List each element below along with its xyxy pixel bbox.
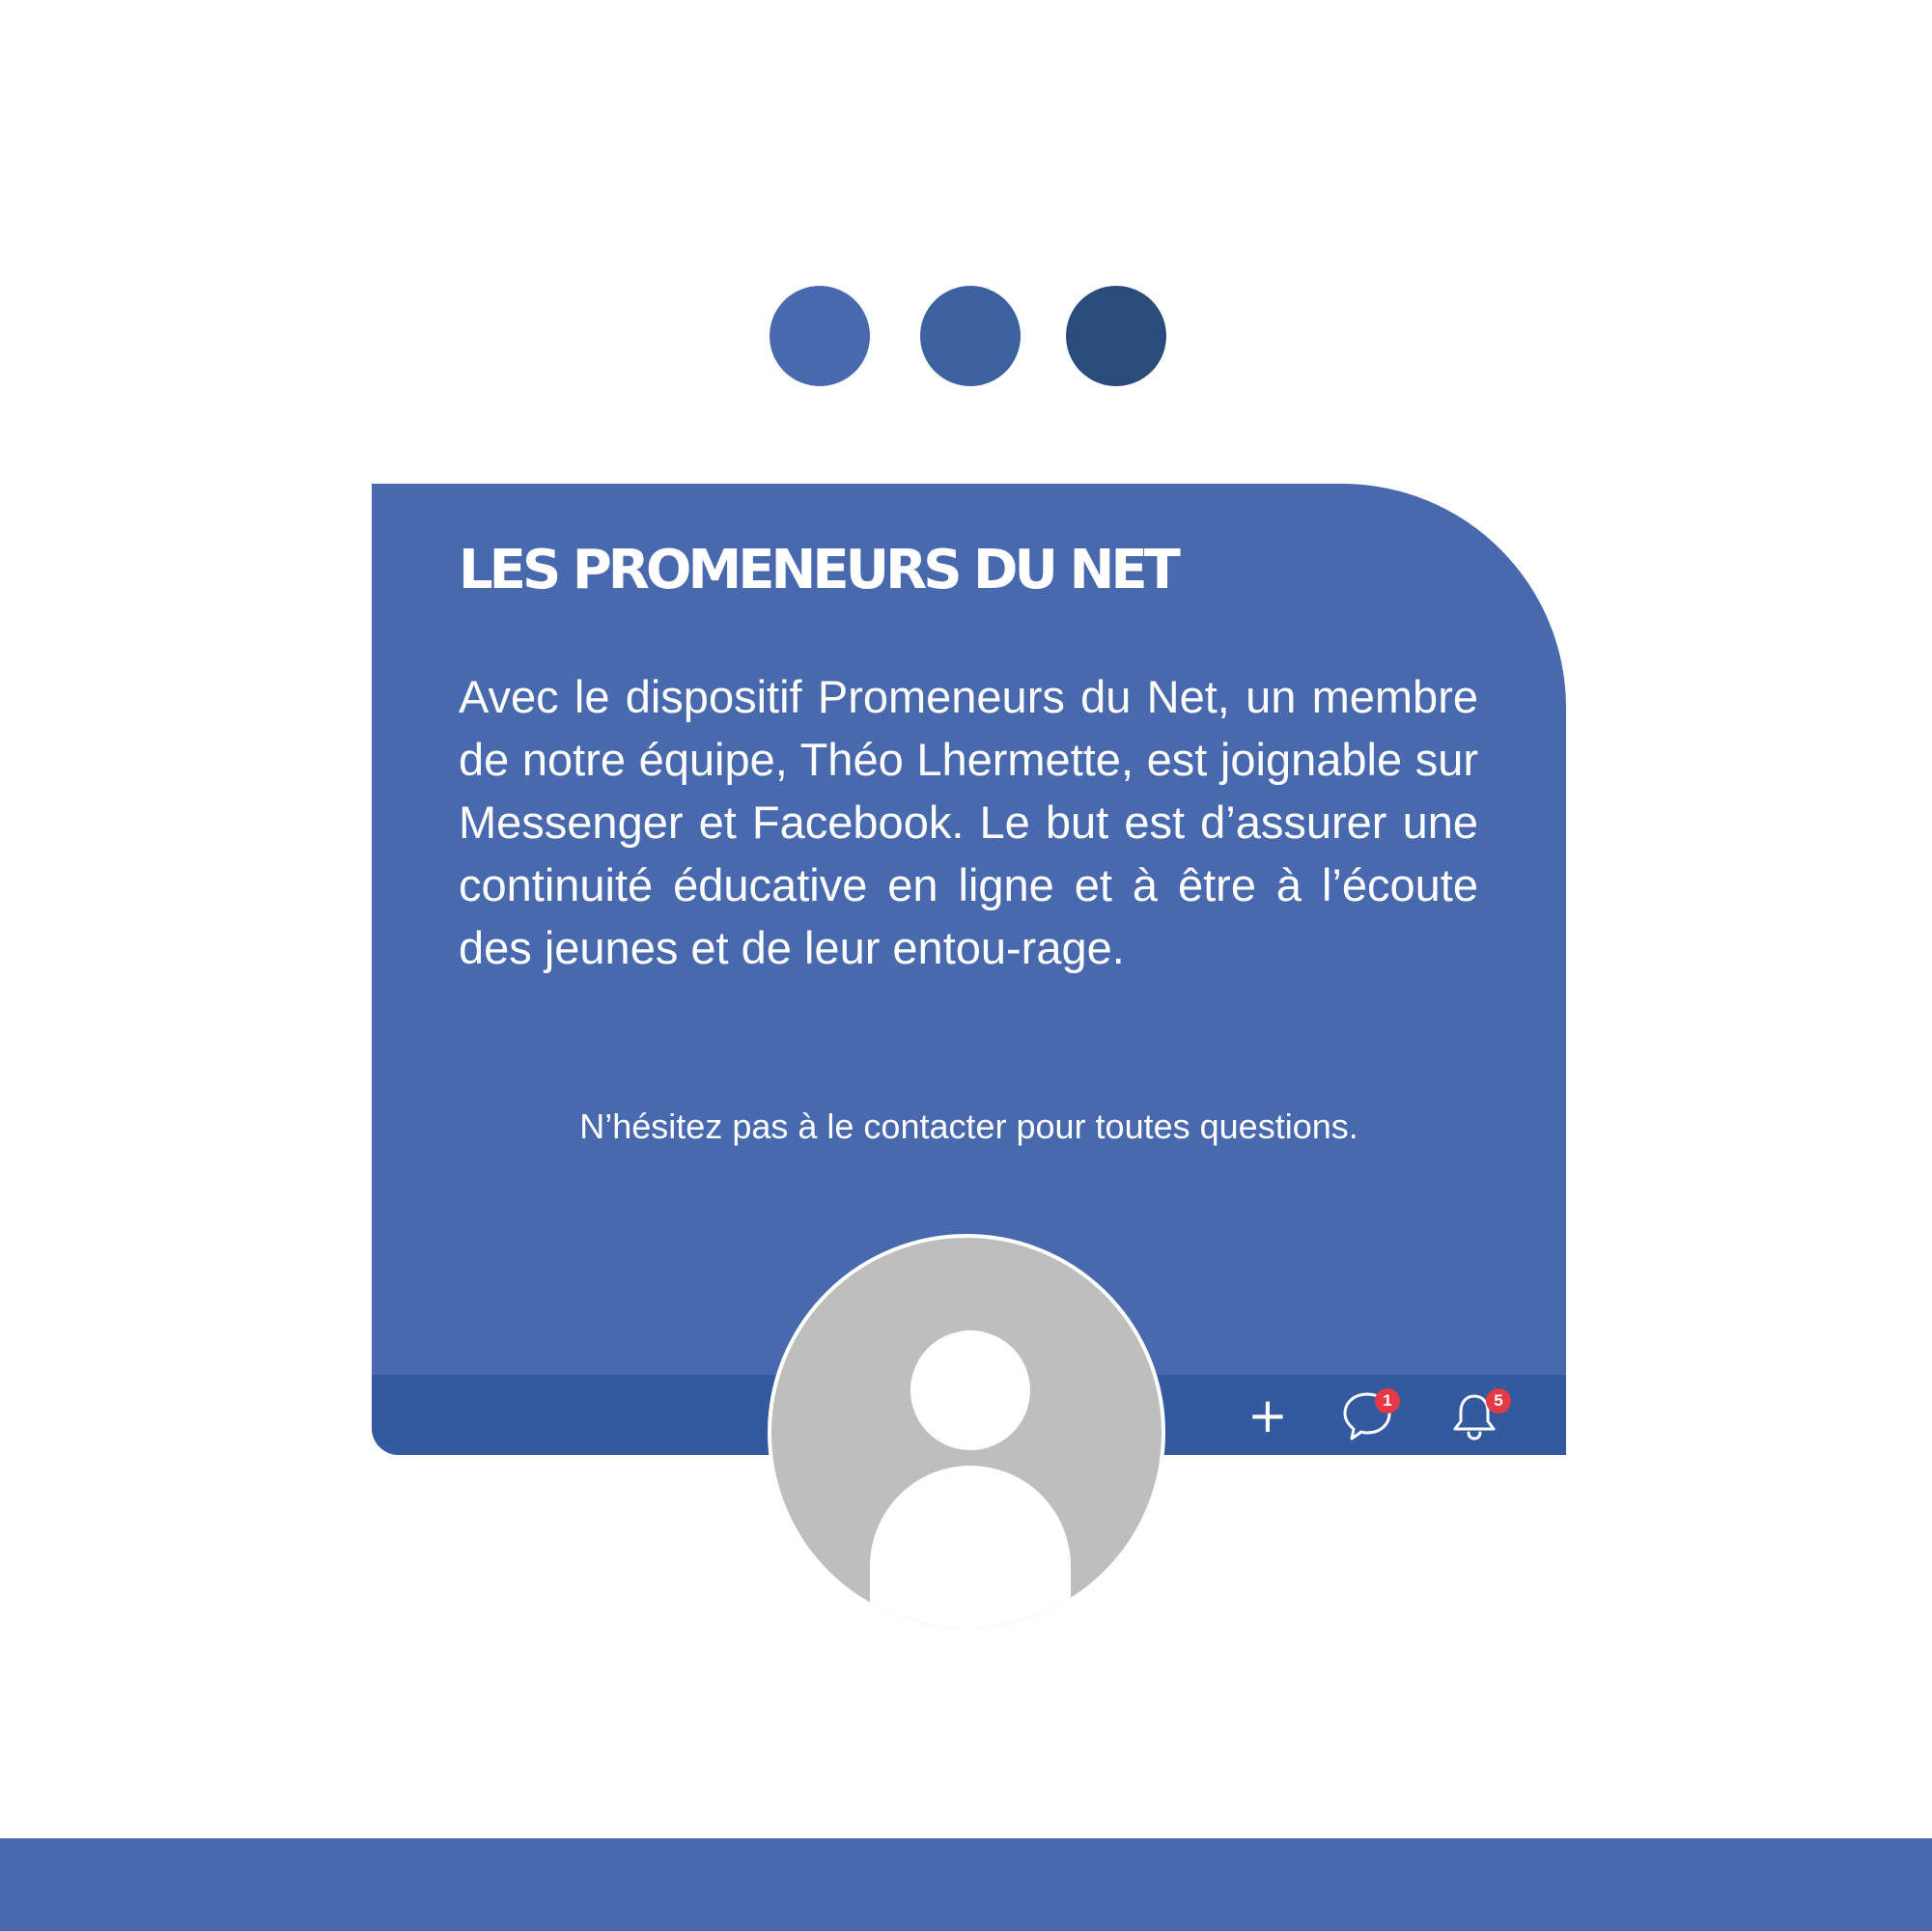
avatar-body-shape xyxy=(870,1466,1071,1632)
messages-button[interactable] xyxy=(1336,1375,1398,1455)
header-dot-2 xyxy=(920,286,1021,386)
notifications-button[interactable] xyxy=(1443,1375,1505,1455)
header-dot-1 xyxy=(770,286,870,386)
bottom-band xyxy=(0,1838,1932,1931)
avatar xyxy=(768,1234,1165,1632)
header-dot-3 xyxy=(1066,286,1166,386)
card-title: LES PROMENEURS DU NET xyxy=(459,539,1177,602)
card-body-text: Avec le dispositif Promeneurs du Net, un membre de notre équipe, Théo Lhermette, est joignable sur Messenger et Facebook. Le but est d’assurer une continuité éducative en ligne et à être à l’écoute des jeunes et de leur entou-rage. xyxy=(459,671,1478,973)
notifications-badge: 5 xyxy=(1486,1388,1511,1413)
plus-icon: + xyxy=(1247,1386,1288,1443)
card-contact-text: N’hésitez pas à le contacter pour toutes questions. xyxy=(579,1106,1358,1146)
user-placeholder-icon xyxy=(910,1330,1030,1450)
messages-badge: 1 xyxy=(1375,1388,1400,1413)
add-button[interactable] xyxy=(1241,1375,1295,1455)
